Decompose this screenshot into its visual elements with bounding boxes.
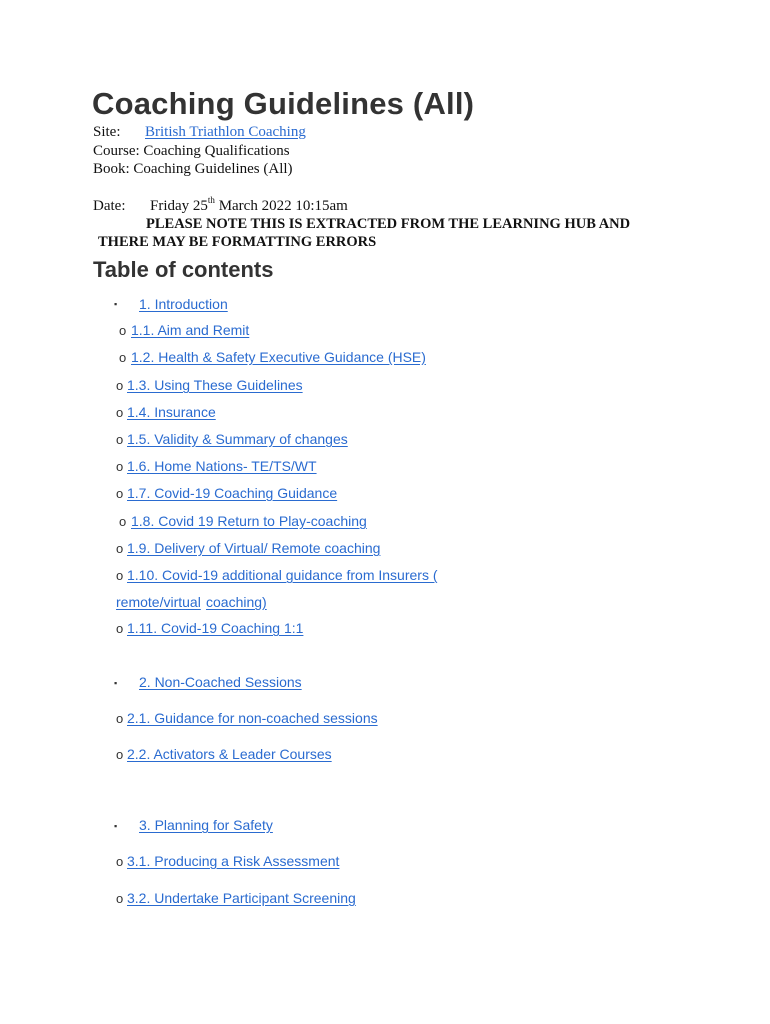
- toc-link-1-8[interactable]: 1.8. Covid 19 Return to Play-coaching: [131, 513, 367, 529]
- course-line: Course: Coaching Qualifications: [93, 143, 290, 159]
- toc-link-1-4[interactable]: 1.4. Insurance: [127, 404, 216, 420]
- toc-link-1[interactable]: 1. Introduction: [139, 296, 228, 312]
- bullet-marker: ▪: [114, 299, 118, 309]
- toc-link-1-10[interactable]: 1.10. Covid-19 additional guidance from Insurers (: [127, 567, 438, 583]
- extraction-note-line-2: THERE MAY BE FORMATTING ERRORS: [98, 234, 377, 250]
- sub-marker: o: [116, 432, 124, 447]
- book-line: Book: Coaching Guidelines (All): [93, 161, 293, 177]
- sub-marker: o: [119, 514, 127, 529]
- toc-link-1-10-cont-b[interactable]: coaching): [206, 594, 267, 610]
- toc-link-1-5[interactable]: 1.5. Validity & Summary of changes: [127, 431, 348, 447]
- toc-link-1-6[interactable]: 1.6. Home Nations- TE/TS/WT: [127, 458, 317, 474]
- sub-marker: o: [116, 747, 124, 762]
- sub-marker: o: [116, 568, 124, 583]
- extraction-note-line-1: PLEASE NOTE THIS IS EXTRACTED FROM THE LEARNING HUB AND: [146, 216, 631, 232]
- date-label: Date:: [93, 198, 126, 214]
- sub-marker: o: [116, 854, 124, 869]
- sub-marker: o: [116, 541, 124, 556]
- sub-marker: o: [119, 350, 127, 365]
- toc-link-2-2[interactable]: 2.2. Activators & Leader Courses: [127, 746, 332, 762]
- sub-marker: o: [116, 405, 124, 420]
- sub-marker: o: [116, 711, 124, 726]
- date-day: Friday 25: [150, 198, 208, 214]
- sub-marker: o: [116, 459, 124, 474]
- toc-heading: Table of contents: [93, 257, 274, 282]
- toc-link-1-7[interactable]: 1.7. Covid-19 Coaching Guidance: [127, 485, 338, 501]
- date-rest: March 2022 10:15am: [214, 198, 348, 214]
- site-link[interactable]: British Triathlon Coaching: [145, 124, 306, 140]
- toc-link-3-2[interactable]: 3.2. Undertake Participant Screening: [127, 890, 356, 906]
- sub-marker: o: [116, 891, 124, 906]
- toc-link-2[interactable]: 2. Non-Coached Sessions: [139, 674, 302, 690]
- bullet-marker: ▪: [114, 821, 118, 831]
- toc-link-1-10-cont-a[interactable]: remote/virtual: [116, 594, 201, 610]
- toc-link-2-1[interactable]: 2.1. Guidance for non-coached sessions: [127, 710, 378, 726]
- toc-link-3-1[interactable]: 3.1. Producing a Risk Assessment: [127, 853, 340, 869]
- toc-link-1-2[interactable]: 1.2. Health & Safety Executive Guidance (HSE): [131, 349, 426, 365]
- sub-marker: o: [116, 621, 124, 636]
- toc-link-1-3[interactable]: 1.3. Using These Guidelines: [127, 377, 303, 393]
- site-label: Site:: [93, 124, 121, 140]
- toc-link-3[interactable]: 3. Planning for Safety: [139, 817, 273, 833]
- sub-marker: o: [116, 378, 124, 393]
- toc-link-1-11[interactable]: 1.11. Covid-19 Coaching 1:1: [127, 620, 304, 636]
- bullet-marker: ▪: [114, 678, 118, 688]
- toc-link-1-1[interactable]: 1.1. Aim and Remit: [131, 322, 250, 338]
- toc-link-1-9[interactable]: 1.9. Delivery of Virtual/ Remote coaching: [127, 540, 381, 556]
- document-title: Coaching Guidelines (All): [92, 86, 475, 121]
- date-value: [150, 195, 348, 215]
- sub-marker: o: [119, 323, 127, 338]
- sub-marker: o: [116, 486, 124, 501]
- date-ordinal: th: [207, 195, 215, 205]
